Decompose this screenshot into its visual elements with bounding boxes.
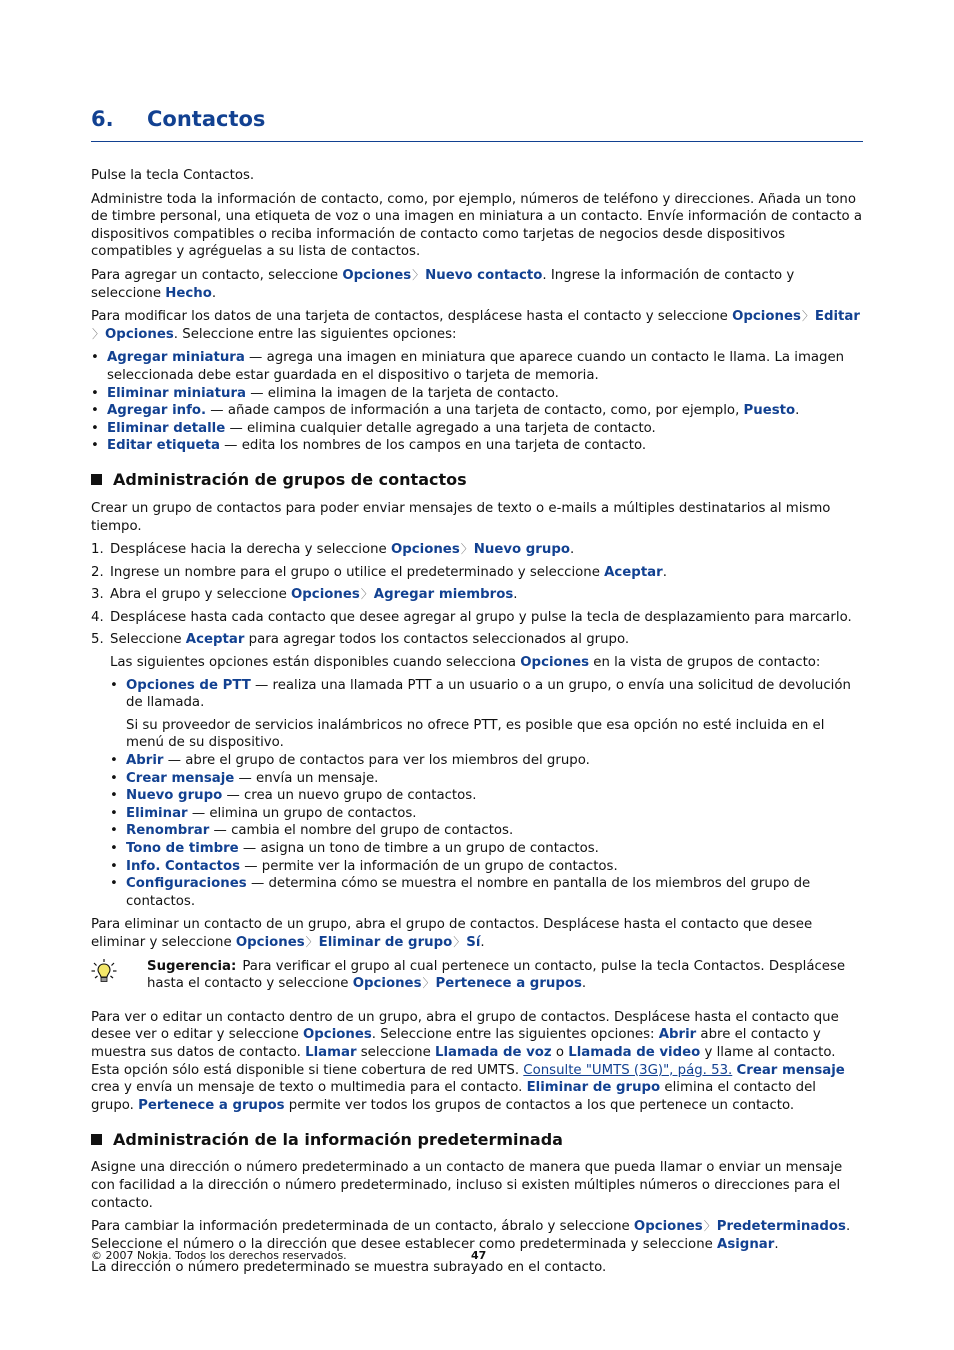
option-link[interactable]: Tono de timbre (126, 841, 239, 856)
modify-contact-paragraph: Para modificar los datos de una tarjeta de contactos, desplácese hasta el contacto y seleccione Opciones〉Editar〉Opciones. Seleccione entre las siguientes opciones: (91, 309, 860, 342)
option-link[interactable]: Pertenece a grupos (138, 1097, 285, 1113)
list-item: • Eliminar detalle — elimina cualquier detalle agregado a una tarjeta de contacto. (91, 420, 863, 438)
option-link[interactable]: Puesto (743, 403, 796, 419)
chevron-right-icon: 〉 (422, 976, 435, 991)
option-link[interactable]: Llamada de voz (435, 1044, 552, 1060)
chevron-right-icon: 〉 (412, 267, 425, 282)
menu-opciones-link[interactable]: Opciones (732, 309, 801, 325)
option-link[interactable]: Crear mensaje (126, 770, 235, 786)
menu-nuevo-contacto-link[interactable]: Nuevo contacto (425, 267, 543, 283)
option-link[interactable]: Opciones de PTT (126, 677, 251, 693)
menu-hecho-link[interactable]: Hecho (165, 285, 212, 301)
chapter-title: Contactos (147, 107, 266, 131)
chevron-right-icon: 〉 (360, 587, 373, 602)
list-item: 3. Abra el grupo y seleccione Opciones〉Agregar miembros. (91, 587, 518, 603)
copyright: © 2007 Nokia. Todos los derechos reservados. (91, 1249, 347, 1262)
list-item: 1. Desplácese hacia la derecha y seleccione Opciones〉Nuevo grupo. (91, 542, 575, 558)
tip-text: Sugerencia: Para verificar el grupo al cual pertenece un contacto, pulse la tecla Contactos. Desplácese hasta el contacto y seleccione Opciones〉Pertenece a grupos. (147, 958, 846, 992)
menu-opciones-link[interactable]: Opciones (302, 1027, 372, 1043)
chapter-number: 6. (91, 107, 114, 131)
view-edit-paragraph: Para ver o editar un contacto dentro de un grupo, abra el grupo de contactos. Desplácese hasta el contacto que desee ver o editar y seleccione Opciones. Seleccione entre las siguientes opciones: Abrir abre el contacto y muestra sus datos de contacto. Llamar seleccione Llamada de voz o Llamada de video y llame al contacto. Esta opción sólo está disponible si tiene cobertura de red UMTS. Consulte "UMTS (3G)", pág. 53. Crear mensaje crea y envía un mensaje de texto o multimedia para el contacto. Eliminar de grupo elimina el contacto del grupo. Pertenece a grupos permite ver todos los grupos de contactos a los que pertenece un contacto. (91, 1009, 845, 1113)
chapter-heading (91, 107, 863, 142)
page-footer (91, 1249, 863, 1262)
option-link[interactable]: Eliminar miniatura (107, 385, 247, 401)
menu-opciones-link[interactable]: Opciones (633, 1219, 703, 1235)
option-link[interactable]: Llamar (305, 1044, 357, 1060)
list-item: • Renombrar — cambia el nombre del grupo de contactos. (110, 822, 863, 840)
list-item: 2. Ingrese un nombre para el grupo o utilice el predeterminado y seleccione Aceptar. (91, 564, 667, 580)
list-item: • Info. Contactos — permite ver la información de un grupo de contactos. (110, 858, 863, 876)
menu-pertenece-a-grupos-link[interactable]: Pertenece a grupos (435, 976, 582, 992)
list-item: • Agregar miniatura — agrega una imagen en miniatura que aparece cuando un contacto le llama. La imagen seleccionada debe estar guardada en el dispositivo o tarjeta de memoria. (91, 349, 863, 384)
menu-opciones-link[interactable]: Opciones (390, 542, 460, 558)
menu-opciones-link[interactable]: Opciones (342, 267, 412, 283)
chevron-right-icon: 〉 (453, 934, 466, 949)
list-item: 4. Desplácese hasta cada contacto que desee agregar al grupo y pulse la tecla de desplazamiento para marcarlo. (91, 609, 852, 625)
contact-options-list (91, 349, 863, 455)
available-options-intro: Las siguientes opciones están disponibles cuando selecciona Opciones en la vista de grupos de contacto: (110, 655, 821, 671)
list-item: 5. Seleccione Aceptar para agregar todos los contactos seleccionados al grupo. Las siguientes opciones están disponibles cuando selecciona Opciones en la vista de grupos de contacto: • Opciones de PTT — realiza una llamada PTT a un usuario o a un grupo, o envía una solicitud de devolución de llamada. Si su proveedor de servicios inalámbricos no ofrece PTT, es posible que esa opción no esté incluida en el menú de su dispositivo. • Abrir — abre el grupo de contactos para ver los miembros del grupo. • Crear mensaje — envía un mensaje. • Nuevo grupo — crea un nuevo grupo de contactos. • Eliminar — elimina un grupo de contactos. • Renombrar — cambia el nombre del grupo de contactos. • Tono de timbre — asigna un tono de timbre a un grupo de contactos. • Info. Contactos — permite ver la información de un grupo de contactos. • Configuraciones — determina cómo se muestra el nombre en pantalla de los miembros del grupo de contactos. (91, 631, 863, 910)
menu-aceptar-link[interactable]: Aceptar (185, 632, 245, 648)
list-item: • Tono de timbre — asigna un tono de timbre a un grupo de contactos. (110, 840, 863, 858)
list-item: • Configuraciones — determina cómo se muestra el nombre en pantalla de los miembros del grupo de contactos. (110, 875, 863, 910)
group-options-list (110, 677, 863, 911)
list-item: • Agregar info. — añade campos de información a una tarjeta de contacto, como, por ejemplo, Puesto. (91, 402, 863, 420)
umts-reference-link[interactable]: Consulte "UMTS (3G)", pág. 53. (523, 1062, 733, 1078)
list-item: • Abrir — abre el grupo de contactos para ver los miembros del grupo. (110, 752, 863, 770)
chevron-right-icon: 〉 (460, 542, 473, 557)
section-heading-groups: Administración de grupos de contactos (91, 470, 863, 490)
option-link[interactable]: Eliminar detalle (107, 420, 226, 436)
option-link[interactable]: Agregar miniatura (107, 350, 245, 366)
option-link[interactable]: Crear mensaje (736, 1062, 845, 1078)
add-contact-paragraph: Para agregar un contacto, seleccione Opciones〉Nuevo contacto. Ingrese la información de contacto y seleccione Hecho. (91, 267, 795, 301)
menu-editar-link[interactable]: Editar (814, 309, 860, 325)
tip-label: Sugerencia: (147, 958, 237, 974)
menu-opciones-link[interactable]: Opciones (520, 655, 590, 671)
intro-paragraph: Administre toda la información de contacto, como, por ejemplo, números de teléfono y direcciones. Añada un tono de timbre personal, una etiqueta de voz o una imagen en miniatura a un contacto. Envíe información de contacto a dispositivos compatibles o reciba información de contacto como tarjetas de negocios desde dispositivos compatibles y agréguelas a su lista de contactos. (91, 191, 863, 260)
groups-intro: Crear un grupo de contactos para poder enviar mensajes de texto o e-mails a múltiples destinatarios al mismo tiempo. (91, 500, 831, 534)
content (91, 107, 863, 1283)
section-heading-defaults: Administración de la información predeterminada (91, 1129, 863, 1149)
option-link[interactable]: Renombrar (126, 823, 210, 839)
list-item: • Crear mensaje — envía un mensaje. (110, 770, 863, 788)
option-link[interactable]: Llamada de video (568, 1044, 701, 1060)
menu-agregar-miembros-link[interactable]: Agregar miembros (373, 587, 514, 603)
change-defaults-paragraph: Para cambiar la información predeterminada de un contacto, ábralo y seleccione Opciones〉Predeterminados. Seleccione el número o la dirección que desee establecer como predeterminada y seleccione Asignar. (91, 1219, 851, 1252)
option-link[interactable]: Abrir (126, 753, 164, 769)
lightbulb-icon (91, 958, 147, 993)
list-item: • Nuevo grupo — crea un nuevo grupo de contactos. (110, 787, 863, 805)
defaults-note: La dirección o número predeterminado se muestra subrayado en el contacto. (91, 1260, 607, 1276)
square-bullet-icon (91, 474, 102, 485)
option-link[interactable]: Configuraciones (126, 876, 247, 892)
option-link[interactable]: Agregar info. (107, 403, 207, 419)
menu-opciones-link[interactable]: Opciones (290, 587, 360, 603)
option-link[interactable]: Eliminar (126, 805, 188, 821)
menu-aceptar-link[interactable]: Aceptar (604, 564, 663, 580)
menu-eliminar-de-grupo-link[interactable]: Eliminar de grupo (318, 934, 453, 950)
list-item: • Opciones de PTT — realiza una llamada PTT a un usuario o a un grupo, o envía una solicitud de devolución de llamada. Si su proveedor de servicios inalámbricos no ofrece PTT, es posible que esa opción no esté incluida en el menú de su dispositivo. (110, 677, 863, 752)
option-link[interactable]: Nuevo grupo (126, 788, 223, 804)
option-link[interactable]: Info. Contactos (126, 858, 240, 874)
menu-predeterminados-link[interactable]: Predeterminados (716, 1219, 846, 1235)
option-link[interactable]: Editar etiqueta (107, 438, 220, 454)
menu-asignar-link[interactable]: Asignar (717, 1236, 775, 1252)
menu-nuevo-grupo-link[interactable]: Nuevo grupo (473, 542, 570, 558)
menu-opciones-link[interactable]: Opciones (352, 976, 422, 992)
chevron-right-icon: 〉 (305, 934, 318, 949)
chevron-right-icon: 〉 (801, 309, 814, 324)
page-number: 47 (471, 1249, 487, 1262)
menu-si-link[interactable]: Sí (466, 934, 481, 950)
square-bullet-icon (91, 1134, 102, 1145)
remove-from-group-paragraph: Para eliminar un contacto de un grupo, abra el grupo de contactos. Desplácese hasta el contacto que desee eliminar y seleccione Opciones〉Eliminar de grupo〉Sí. (91, 917, 813, 950)
list-item: • Editar etiqueta — edita los nombres de los campos en una tarjeta de contacto. (91, 437, 863, 455)
menu-opciones-link[interactable]: Opciones (235, 934, 305, 950)
option-link[interactable]: Abrir (658, 1027, 697, 1043)
group-steps-list (91, 541, 863, 910)
chevron-right-icon: 〉 (703, 1219, 716, 1234)
intro-line: Pulse la tecla Contactos. (91, 168, 255, 183)
chevron-right-icon: 〉 (91, 326, 104, 341)
list-item: • Eliminar miniatura — elimina la imagen de la tarjeta de contacto. (91, 385, 863, 403)
option-link[interactable]: Eliminar de grupo (526, 1080, 661, 1096)
ptt-note: Si su proveedor de servicios inalámbricos no ofrece PTT, es posible que esa opción no esté incluida en el menú de su dispositivo. (126, 717, 825, 751)
defaults-intro: Asigne una dirección o número predeterminado a un contacto de manera que pueda llamar o enviar un mensaje con facilidad a la dirección o número predeterminado, incluso si existen múltiples números o direcciones para el contacto. (91, 1160, 843, 1211)
tip-box (91, 958, 863, 993)
menu-opciones-link[interactable]: Opciones (105, 326, 174, 342)
list-item: • Eliminar — elimina un grupo de contactos. (110, 805, 863, 823)
